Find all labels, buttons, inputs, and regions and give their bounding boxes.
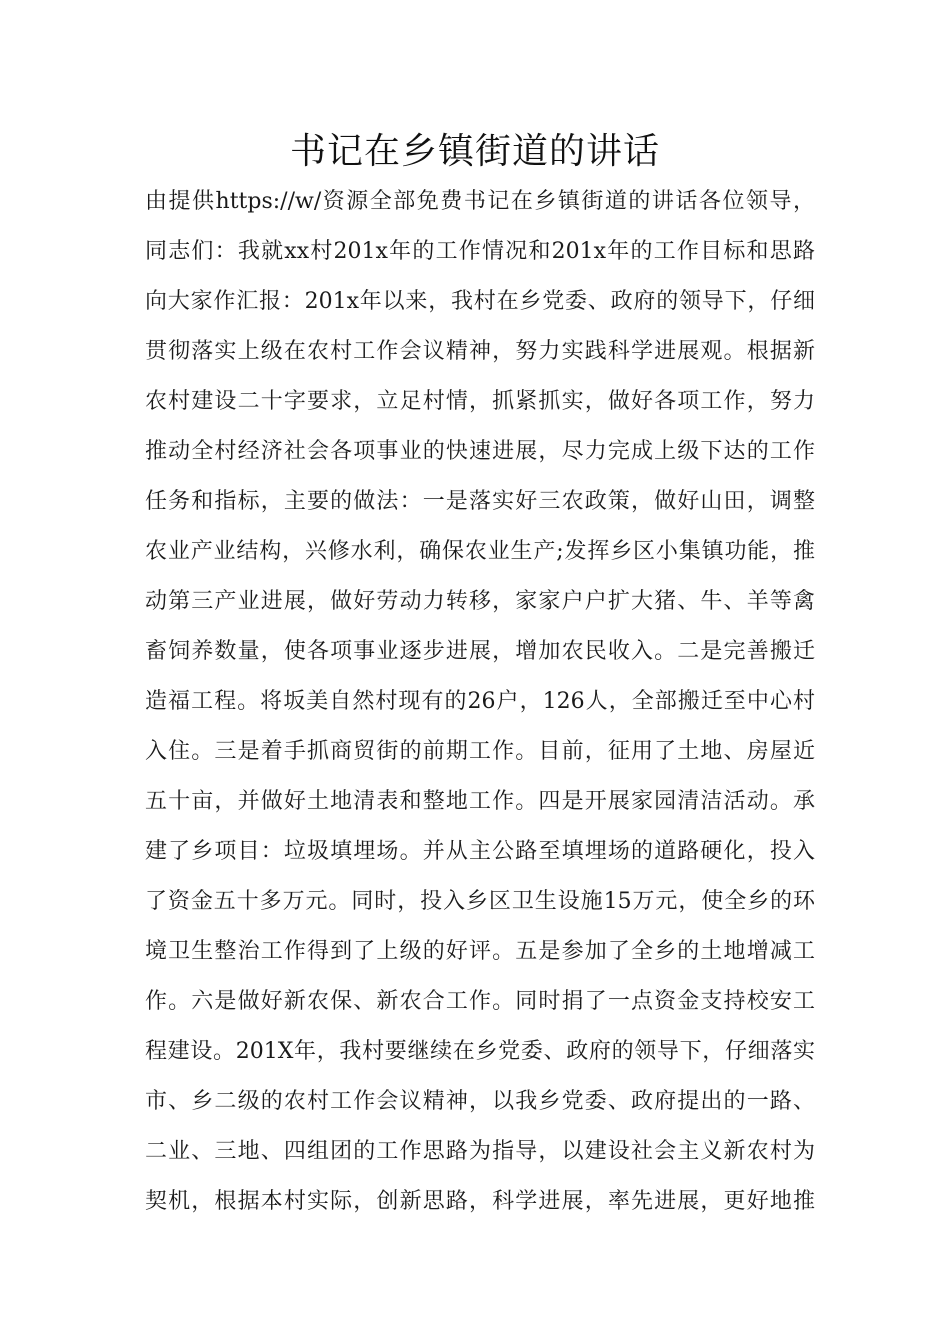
body-line: 二业、三地、四组团的工作思路为指导，以建设社会主义新农村为	[145, 1139, 815, 1164]
body-line: 建了乡项目：垃圾填埋场。并从主公路至填埋场的道路硬化，投入	[145, 839, 815, 864]
body-line: 农村建设二十字要求，立足村情，抓紧抓实，做好各项工作，努力	[145, 389, 815, 414]
body-line: 市、乡二级的农村工作会议精神，以我乡党委、政府提出的一路、	[145, 1089, 815, 1114]
document-body	[145, 182, 815, 1232]
body-line: 造福工程。将坂美自然村现有的26户，126人，全部搬迁至中心村	[145, 689, 815, 714]
body-line: 向大家作汇报：201x年以来，我村在乡党委、政府的领导下，仔细	[145, 289, 815, 314]
body-line: 作。六是做好新农保、新农合工作。同时捐了一点资金支持校安工	[145, 989, 815, 1014]
body-line: 农业产业结构，兴修水利，确保农业生产;发挥乡区小集镇功能，推	[145, 539, 815, 564]
body-line: 贯彻落实上级在农村工作会议精神，努力实践科学进展观。根据新	[145, 339, 815, 364]
body-line: 任务和指标，主要的做法：一是落实好三农政策，做好山田，调整	[145, 489, 815, 514]
document-title: 书记在乡镇街道的讲话	[289, 131, 660, 172]
body-line: 契机，根据本村实际，创新思路，科学进展，率先进展，更好地推	[145, 1189, 815, 1214]
body-line: 程建设。201X年，我村要继续在乡党委、政府的领导下，仔细落实	[145, 1039, 815, 1064]
body-line: 同志们：我就xx村201x年的工作情况和201x年的工作目标和思路	[145, 239, 815, 264]
body-line: 由提供https://w/资源全部免费书记在乡镇街道的讲话各位领导，	[145, 189, 815, 214]
body-line: 五十亩，并做好土地清表和整地工作。四是开展家园清洁活动。承	[145, 789, 815, 814]
body-line: 畜饲养数量，使各项事业逐步进展，增加农民收入。二是完善搬迁	[145, 639, 815, 664]
body-line: 了资金五十多万元。同时，投入乡区卫生设施15万元，使全乡的环	[145, 889, 815, 914]
body-line: 境卫生整治工作得到了上级的好评。五是参加了全乡的土地增减工	[145, 939, 815, 964]
body-line: 动第三产业进展，做好劳动力转移，家家户户扩大猪、牛、羊等禽	[145, 589, 815, 614]
body-line: 入住。三是着手抓商贸街的前期工作。目前，征用了土地、房屋近	[145, 739, 815, 764]
body-line: 推动全村经济社会各项事业的快速进展，尽力完成上级下达的工作	[145, 439, 815, 464]
